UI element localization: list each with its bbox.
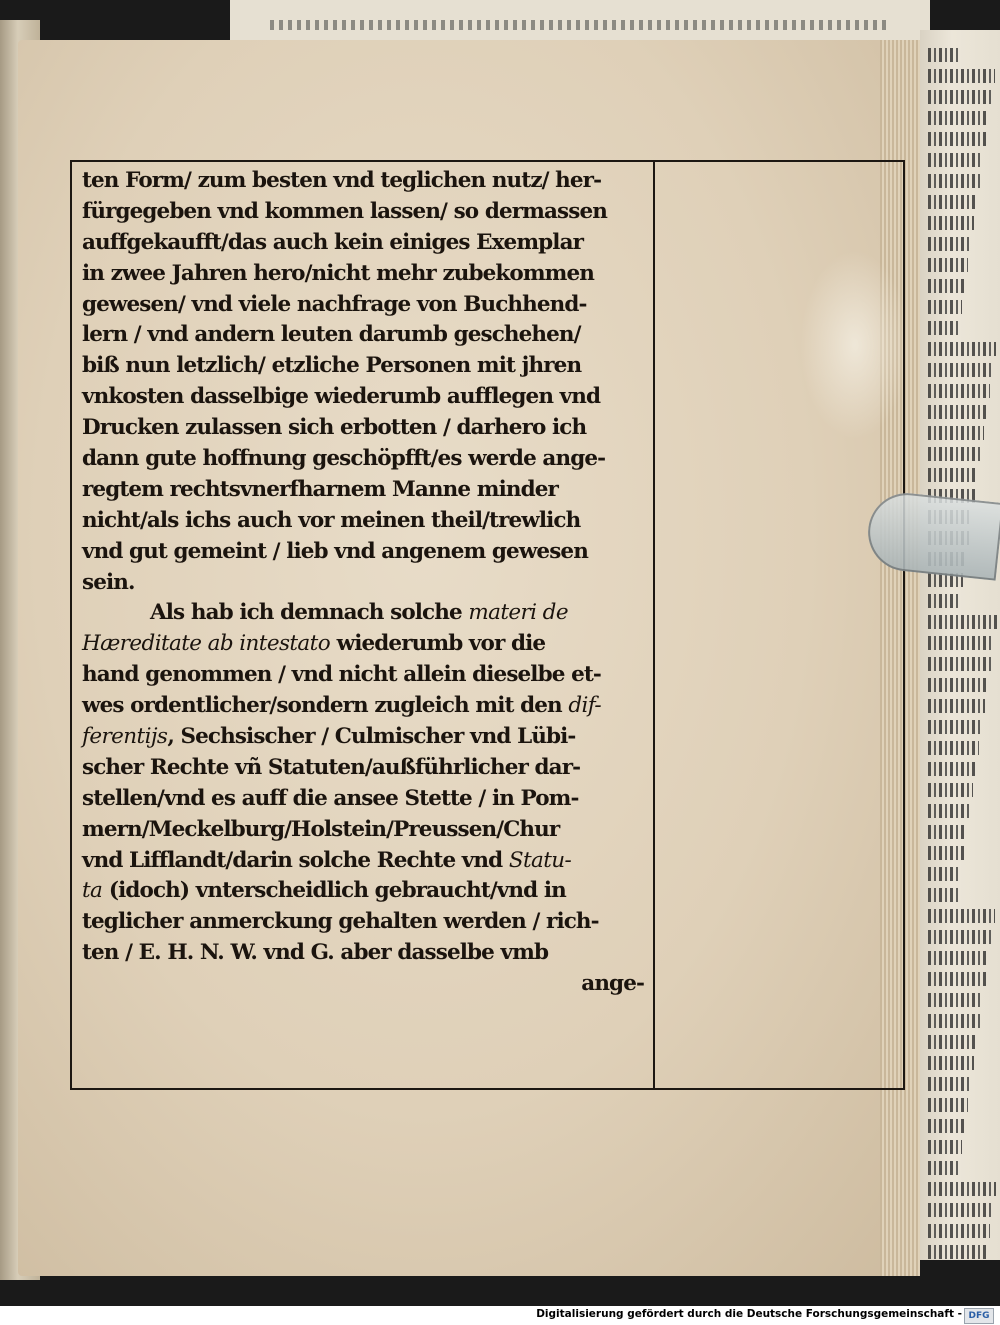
text-line [82,846,654,877]
neighbour-text-line [928,405,987,419]
text-line [82,753,654,784]
neighbour-text-line [928,153,983,167]
text-line [82,259,654,290]
neighbour-text-line [928,1182,996,1196]
text-line [82,876,654,907]
latin-term: ferentijs [82,724,168,750]
neighbour-text-line [928,1077,971,1091]
neighbour-text-line [928,1224,990,1238]
text-line [82,506,654,537]
text-span: vnd gut gemeint / lieb vnd angenem gewesen [82,538,588,564]
neighbour-text-line [928,174,980,188]
neighbour-text-line [928,111,989,125]
neighbour-text-line [928,615,997,629]
dfg-logo-icon: DFG [964,1308,994,1324]
text-span: regtem rechtsvnerfharnem Manne minder [82,476,558,502]
text-span: scher Rechte vñ Statuten/außführlicher dar- [82,754,581,780]
neighbour-text-line [928,1014,980,1028]
neighbour-text-line [928,657,991,671]
text-span: wes ordentlicher/sondern zugleich mit den [82,693,569,719]
footer-credit: Digitalisierung gefördert durch die Deutsche Forschungsgemeinschaft - [536,1308,962,1320]
neighbour-text-line [928,363,993,377]
text-line [82,691,654,722]
text-line [82,629,654,660]
neighbour-text-line [928,321,959,335]
text-line [82,660,654,691]
text-line [82,166,654,197]
text-span: wiederumb vor die [330,631,546,657]
neighbour-text-line [928,636,994,650]
text-line [82,537,654,568]
footer-bar [0,1306,1000,1325]
text-span: fürgegeben vnd kommen lassen/ so dermassen [82,198,607,224]
text-span: in zwee Jahren hero/nicht mehr zubekommen [82,260,595,286]
neighbour-text-line [928,69,995,83]
neighbour-text-line [928,300,962,314]
page-text [82,166,654,1000]
neighbour-text-line [928,909,995,923]
latin-term: ta [82,878,103,904]
text-line [82,382,654,413]
text-line [82,351,654,382]
neighbour-text-line [928,132,986,146]
text-span: vnd Lifflandt/darin solche Rechte vnd [82,847,509,873]
text-span: sein. [82,569,135,595]
neighbour-text-line [928,1056,974,1070]
text-span: vnkosten dasselbige wiederumb aufflegen vnd [82,384,601,410]
text-line [82,722,654,753]
text-span: ten / E. H. N. W. vnd G. aber dasselbe vmb [82,940,549,966]
text-line [82,815,654,846]
text-span: , Sechsischer / Culmischer vnd Lübi- [167,724,576,750]
latin-term: materi de [468,600,568,626]
text-span: Als hab ich demnach solche [150,600,469,626]
text-span: mern/Meckelburg/Holstein/Preussen/Chur [82,816,560,842]
neighbour-text-line [928,720,982,734]
neighbour-text-line [928,342,996,356]
neighbour-text-line [928,237,971,251]
neighbour-text-line [928,1245,987,1259]
neighbour-text-line [928,447,981,461]
neighbour-text-line [928,1098,968,1112]
neighbour-text-line [928,867,961,881]
neighbour-text-line [928,1119,965,1133]
neighbour-text-line [928,699,985,713]
neighbour-text-line [928,468,978,482]
neighbour-text-line [928,426,984,440]
neighbour-text-line [928,951,989,965]
neighbour-text-line [928,741,979,755]
text-span: ange- [581,971,644,997]
neighbour-text-line [928,90,992,104]
text-line [82,938,654,969]
neighbour-text-line [928,195,977,209]
text-span: nicht/als ichs auch vor meinen theil/trewlich [82,507,581,533]
text-span: biß nun letzlich/ etzliche Personen mit jhren [82,353,582,379]
neighbour-text-line [928,783,973,797]
text-line [82,598,654,629]
text-span: (idoch) vnterscheidlich gebraucht/vnd in [102,878,566,904]
neighbour-text-line [928,384,990,398]
neighbour-text-line [928,993,983,1007]
neighbour-text-line [928,1140,962,1154]
text-span: lern / vnd andern leuten darumb geschehen/ [82,322,581,348]
text-span: stellen/vnd es auff die ansee Stette / in Pom- [82,785,579,811]
text-span: ten Form/ zum besten vnd teglichen nutz/ her- [82,168,602,193]
neighbour-text-line [928,972,986,986]
neighbour-text-line [928,1161,959,1175]
text-line [82,290,654,321]
neighbour-page-strip [920,30,1000,1260]
latin-term: Hæreditate ab intestato [82,631,331,657]
text-span: teglicher anmerckung gehalten werden / rich- [82,909,599,935]
text-line [82,475,654,506]
latin-term: Statu- [508,847,572,873]
neighbour-text-line [928,762,976,776]
text-line [82,413,654,444]
latin-term: dif- [568,693,602,719]
text-span: gewesen/ vnd viele nachfrage von Buchhend- [82,291,587,317]
neighbour-text-line [928,825,967,839]
neighbour-text-line [928,594,960,608]
neighbour-text-line [928,258,968,272]
text-line [82,228,654,259]
text-line [82,969,654,1000]
text-line [82,444,654,475]
text-span: hand genommen / vnd nicht allein dieselbe et- [82,662,601,688]
neighbour-text-line [928,930,992,944]
neighbour-text-line [928,279,965,293]
neighbour-text-line [928,804,970,818]
neighbour-text-line [928,216,974,230]
text-line [82,784,654,815]
margin-frame [655,160,905,1090]
text-line [82,568,654,599]
text-line [82,320,654,351]
text-span: auffgekaufft/das auch kein einiges Exemplar [82,229,584,255]
neighbour-text-line [928,678,988,692]
text-span: Drucken zulassen sich erbotten / darhero ich [82,415,587,441]
neighbour-text-line [928,888,958,902]
neighbour-text-line [928,1203,993,1217]
text-span: dann gute hoffnung geschöpfft/es werde ange- [82,446,606,472]
text-line [82,197,654,228]
neighbour-text-line [928,48,958,62]
neighbour-text-line [928,1035,977,1049]
neighbour-text-line [928,846,964,860]
text-line [82,907,654,938]
